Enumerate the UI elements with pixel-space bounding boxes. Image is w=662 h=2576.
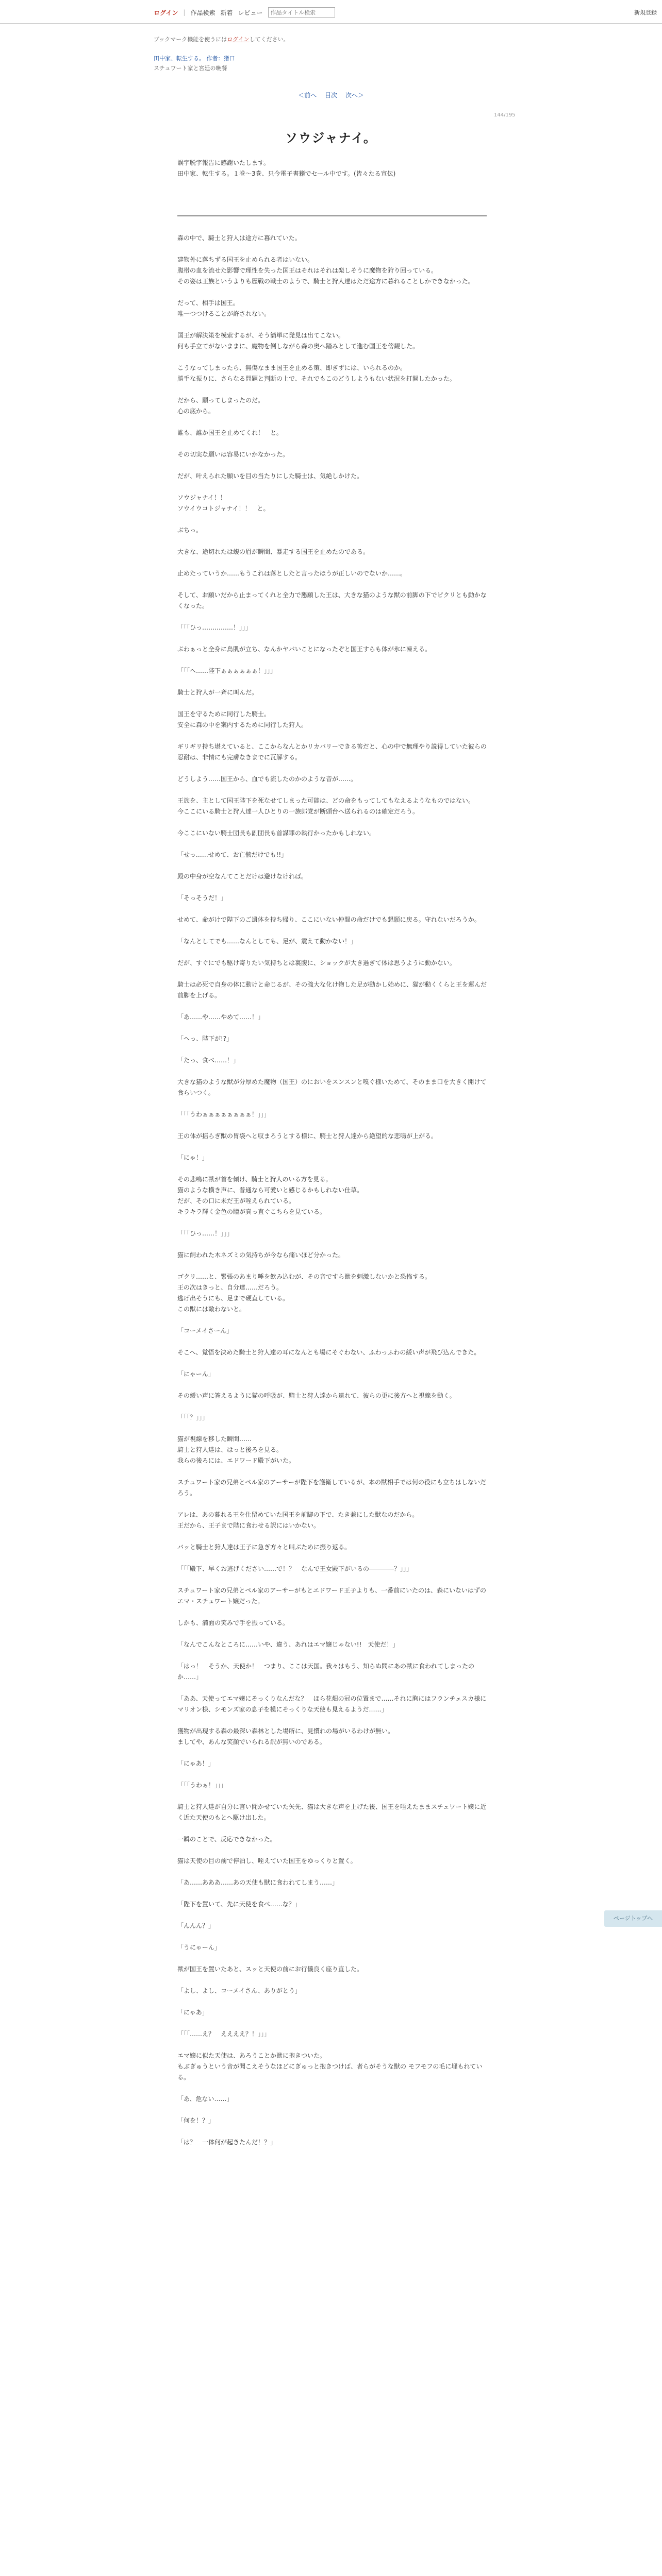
- body-paragraph: その悲鳴に獣が首を傾け、騎士と狩人のいる方を見る。 猫のような横き声に、普通なら可愛いと感じるかもしれない仕草。 だが、その口に未だ王が咥えられている。 キラキラ輝く金色の瞳が真っ直ぐこちらを見ている。: [177, 1176, 363, 1215]
- body-paragraph: 「なんとしてでも……なんとしても、足が、震えて動かない！」: [177, 938, 357, 945]
- body-paragraph: ギリギリ持ち堪えていると、ここからなんとかリカバリーできる筈だと、心の中で無理やり説得していた彼らの忍耐は、非情にも完膚なきまでに瓦解する。: [177, 743, 487, 761]
- body-paragraph: アレは、あの暮れる王を仕留めていた国王を前脚の下で、たき兼にした獣なのだから。 王だから、王子まで陛に食わせる訳にはいかない。: [177, 1511, 419, 1529]
- body-paragraph: だが、叶えられた願いを目の当たりにした騎士は、気絶しかけた。: [177, 472, 363, 480]
- body-paragraph: ゴクリ……と、緊張のあまり唾を飲み込むが、その音ですら獣を刺激しないかと恐怖する。 王の次はきっと、自分達……だろう。 逃げ出そうにも、足まで硬直している。 この獣には敵わないと。: [177, 1273, 432, 1313]
- body-paragraph: 「にゃーん」: [177, 1370, 214, 1378]
- body-paragraph: 「「「……え？ ええええ？！」」」: [177, 2030, 271, 2038]
- body-paragraph: 「そっそうだ！」: [177, 894, 227, 902]
- top-bar: [0, 0, 662, 24]
- body-paragraph: しかも、満面の笑みで手を振っている。: [177, 1619, 289, 1626]
- body-paragraph: 猫が視線を移した瞬間…… 騎士と狩人達は、はっと後ろを見る。 我らの後ろには、エドワード殿下がいた。: [177, 1435, 295, 1464]
- body-paragraph: 獲物が出現する森の最深い森林とした場所に、見慣れの場がいるわけが無い。 ましてや、あんな笑顔でいられる訳が無いのである。: [177, 1727, 394, 1745]
- body-paragraph: 国王が解決策を模索するが、そう簡単に発見は出てこない。 何も手立てがないままに、魔物を倒しながら森の奥へ踏みとして進む国王を傍観した。: [177, 332, 419, 350]
- body-paragraph: 誰も、誰か国王を止めてくれ！ と。: [177, 429, 283, 436]
- top-nav: [154, 7, 335, 18]
- body-paragraph: 「ああ、天使ってエマ嬢にそっくりなんだな？ ほら花畑の冠の位置まで……それに胸にはフランチェスカ様にマリオン様、シモンズ家の息子を模にそっくりな天使も見えるようだ……」: [177, 1695, 487, 1713]
- body-paragraph: 「何を！？」: [177, 2117, 215, 2124]
- body-paragraph: 「たっ、食べ……！」: [177, 1057, 240, 1064]
- body-paragraph: 「んんん？」: [177, 1922, 215, 1929]
- novel-meta: [154, 54, 235, 73]
- body-paragraph: そこへ、覚悟を決めた騎士と狩人達の耳になんとも場にそぐわない、ふわっふわの緩い声が飛び込んできた。: [177, 1349, 481, 1356]
- body-paragraph: 建物外に落ちずる国王を止められる者はいない。 腹帯の血を流せた影響で理性を失った国王はそれはそれは楽しそうに魔物を狩り回っている。 その姿は王族というよりも歴戦の戦士のようで、騎士と狩人達はただ途方に暮れることしかできなかった。: [177, 256, 474, 285]
- body-paragraph: 騎士は必死で自身の体に動けと命じるが、その強大な化け物した足が動かし始めに、猫が動くくらと王を運んだ前脚を上げる。: [177, 981, 487, 999]
- toc-link[interactable]: 目次: [324, 92, 337, 99]
- prev-link[interactable]: ＜前へ: [298, 92, 317, 99]
- body-paragraph: だが、すぐにでも駆け寄りたい気持ちとは裏腹に、ショックが大き過ぎて体は思うように動かない。: [177, 959, 456, 967]
- notice-login-link[interactable]: ログイン: [227, 36, 250, 43]
- body-paragraph: 今ここにいない騎士団長も副団長も首謀罪の執行かったかもしれない。: [177, 829, 376, 837]
- chapter-group: スチュワート家と宮廷の晩餐: [154, 65, 227, 72]
- body-paragraph: 獣が国王を置いたあと、スッと天使の前にお行儀良く座り直した。: [177, 1965, 363, 1973]
- body-paragraph: 「「「へ……陛下ぁぁぁぁぁぁ！」」」: [177, 667, 277, 674]
- page-number: 144/195: [494, 112, 516, 118]
- body-paragraph: こうなってしまったら、無傷なまま国王を止める策、即ぎずには、いられるのか。 勝手な振りに、さらなる問題と判断の上で、それでもこのどうしようもない状況を打開したかった。: [177, 364, 456, 382]
- body-paragraph: 「「「うわぁ！」」」: [177, 1782, 227, 1789]
- body-paragraph: 「「「ひっ……………！」」」: [177, 624, 252, 631]
- body-paragraph: 「あ……あああ……あの天使も獣に食われてしまう……」: [177, 1879, 339, 1886]
- body-paragraph: 騎士と狩人が一斉に叫んだ。: [177, 689, 258, 696]
- nav-works[interactable]: 作品検索: [190, 9, 216, 16]
- body-paragraph: ソウジャナイ！！ ソウイウコトジャナイ！！ と。: [177, 494, 270, 512]
- body-paragraph: 「「「？」」」: [177, 1414, 209, 1421]
- nav-review[interactable]: レビュー: [238, 9, 263, 16]
- bookmark-notice: [154, 35, 289, 43]
- foreword-line: 誤字脱字報告に感謝いたします。: [177, 159, 270, 166]
- body-paragraph: ぶちっ。: [177, 527, 203, 534]
- body-paragraph: 森の中で、騎士と狩人は途方に暮れていた。: [177, 234, 301, 242]
- body-paragraph: そして、お願いだから止まってくれと全力で懇願した王は、大きな猫のような獣の前脚の下でピクリとも動かなくなった。: [177, 591, 487, 609]
- foreword-divider: [177, 215, 487, 216]
- novel-title-author[interactable]: 田中家、転生する。 作者：猪口: [154, 55, 235, 62]
- body-paragraph: スチュワート家の兄弟とペル家のアーサーが陛下を護衛しているが、本の獣相手では何の役にも立ちはしないだろう。: [177, 1479, 487, 1497]
- body-paragraph: その緩い声に答えるように猫の呼吸が、騎士と狩人達から遠れて、彼らの更に後方へと視線を動く。: [177, 1392, 456, 1399]
- body-paragraph: 「陛下を置いて、先に天使を食べ……な？」: [177, 1901, 301, 1908]
- register-link[interactable]: 新規登録: [634, 9, 657, 16]
- body-paragraph: ぷわぁっと全身に鳥肌が立ち、なんかヤバいことになったぞと国王すらも体が氷に凍える。: [177, 646, 431, 653]
- body-paragraph: 「あ、危ない……」: [177, 2095, 233, 2103]
- nav-separator: |: [183, 9, 186, 16]
- body-paragraph: 殿の中身が空なんてことだけは避けなければ。: [177, 873, 308, 880]
- chapter-title: ソウジャナイ。: [285, 130, 377, 145]
- page-top-button[interactable]: ページトップへ: [604, 1910, 662, 1927]
- nav-new[interactable]: 新着: [220, 9, 233, 16]
- body-paragraph: スチュワート家の兄弟とペル家のアーサーがもとエドワード王子よりも、一番前にいたのは、森にいないはずのエマ・スチュワート嬢だった。: [177, 1587, 487, 1605]
- notice-suffix: してください。: [249, 36, 289, 43]
- body-paragraph: 国王を守るために同行した騎士。 安全に森の中を案内するために同行した狩人。: [177, 710, 308, 728]
- body-paragraph: 「うにゃーん」: [177, 1944, 221, 1951]
- body-paragraph: 「へっ、陛下が!?」: [177, 1035, 233, 1042]
- body-paragraph: 猫に飼われた木ネズミの気持ちが今なら痛いほど分かった。: [177, 1251, 345, 1259]
- body-paragraph: 止めたっていうか……もうこれは落としたと言ったほうが正しいのでないか……。: [177, 570, 407, 577]
- body-paragraph: 一瞬のことで、反応できなかった。: [177, 1836, 276, 1843]
- body-paragraph: 大きな猫のような獣が分厚めた魔物（国王）のにおいをスンスンと嗅ぐ様いためて、そのまま口を大きく開けて食らいつく。: [177, 1078, 487, 1096]
- body-paragraph: バッと騎士と狩人達は王子に急ぎ方々と叫ぶために振り返る。: [177, 1544, 351, 1551]
- body-paragraph: 大きな、途切れたは蝮の眉が瞬間、暴走する国王を止めたのである。: [177, 548, 370, 555]
- chapter-body: [177, 233, 487, 2159]
- body-paragraph: だから、願ってしまったのだ。 心の底から。: [177, 397, 264, 415]
- body-paragraph: その切実な願いは容易にいかなかった。: [177, 451, 289, 458]
- foreword: [177, 158, 487, 179]
- body-paragraph: せめて、命がけで陛下のご遺体を持ち帰り、ここにいない仲間の命だけでも懇願に戻る。守れないだろうか。: [177, 916, 481, 923]
- body-paragraph: 「にゃ！」: [177, 1154, 208, 1161]
- body-paragraph: 「あ……や……やめて……！」: [177, 1013, 264, 1021]
- body-paragraph: だって、相手は国王。 唯一つつけることが許されない。: [177, 299, 271, 317]
- body-paragraph: 「にゃあ」: [177, 2009, 208, 2016]
- body-paragraph: 王族を、主として国王陛下を死なせてしまった可能は、どの命をもってしてもなえるようなものではない。 今ここにいる騎士と狩人達一人ひとりの一族郎党が断頭台へ送られるのは確定だろう。: [177, 797, 475, 815]
- body-paragraph: 「よし、よし、コーメイさん、ありがとう」: [177, 1987, 301, 1994]
- body-paragraph: 「「「殿下、早くお逃げください……で！？ なんで王女殿下がいるの――――？」」」: [177, 1565, 413, 1572]
- body-paragraph: 騎士と狩人達が自分に言い聞かせていた矢先、猫は大きな声を上げた後、国王を咥えたままスチュワート嬢に近く近た天使のもとへ駆け出した。: [177, 1803, 487, 1821]
- body-paragraph: 「「「ひっ……！」」」: [177, 1230, 234, 1237]
- search-input[interactable]: [268, 7, 335, 18]
- body-paragraph: 「にゃあ！」: [177, 1760, 214, 1767]
- body-paragraph: 「せっ……せめて、お亡骸だけでも!!」: [177, 851, 288, 858]
- pager: [0, 91, 662, 99]
- next-link[interactable]: 次へ＞: [345, 92, 364, 99]
- body-paragraph: エマ嬢に似た天使は、あろうことか獣に抱きついた。 もぶぎゅうという音が聞こえそうなほどにぎゅっと抱きつけば、者らがそうな獣の モフモフの毛に埋もれている。: [177, 2052, 483, 2081]
- foreword-line: 田中家、転生する。１巻〜3巻、只今電子書籍でセール中です。(皆々たる宣伝): [177, 170, 396, 177]
- body-paragraph: 「なんでこんなところに……いや、違う、あれはエマ嬢じゃない!! 天使だ！」: [177, 1641, 399, 1648]
- login-link[interactable]: ログイン: [154, 9, 178, 16]
- body-paragraph: 猫は天使の目の前で停泊し、咥えていた国王をゆっくりと置く。: [177, 1857, 357, 1865]
- body-paragraph: どうしよう……国王から、血でも流したのかのような音が……。: [177, 775, 357, 783]
- body-paragraph: 「は？ 一体何が起きたんだ！？」: [177, 2139, 277, 2146]
- body-paragraph: 「「「うわぁぁぁぁぁぁぁぁ！」」」: [177, 1111, 270, 1118]
- body-paragraph: 王の体が揺らぎ獣の胃袋へと収まろうとする様に、騎士と狩人達から絶望的な悲鳴が上がる。: [177, 1132, 438, 1140]
- body-paragraph: 「コーメイさーん」: [177, 1327, 233, 1334]
- body-paragraph: 「はっ！ そうか、天使か！ つまり、ここは天国。我々はもう、知らぬ間にあの獣に食われてしまったのか……」: [177, 1663, 475, 1681]
- notice-prefix: ブックマーク機能を使うには: [154, 36, 227, 43]
